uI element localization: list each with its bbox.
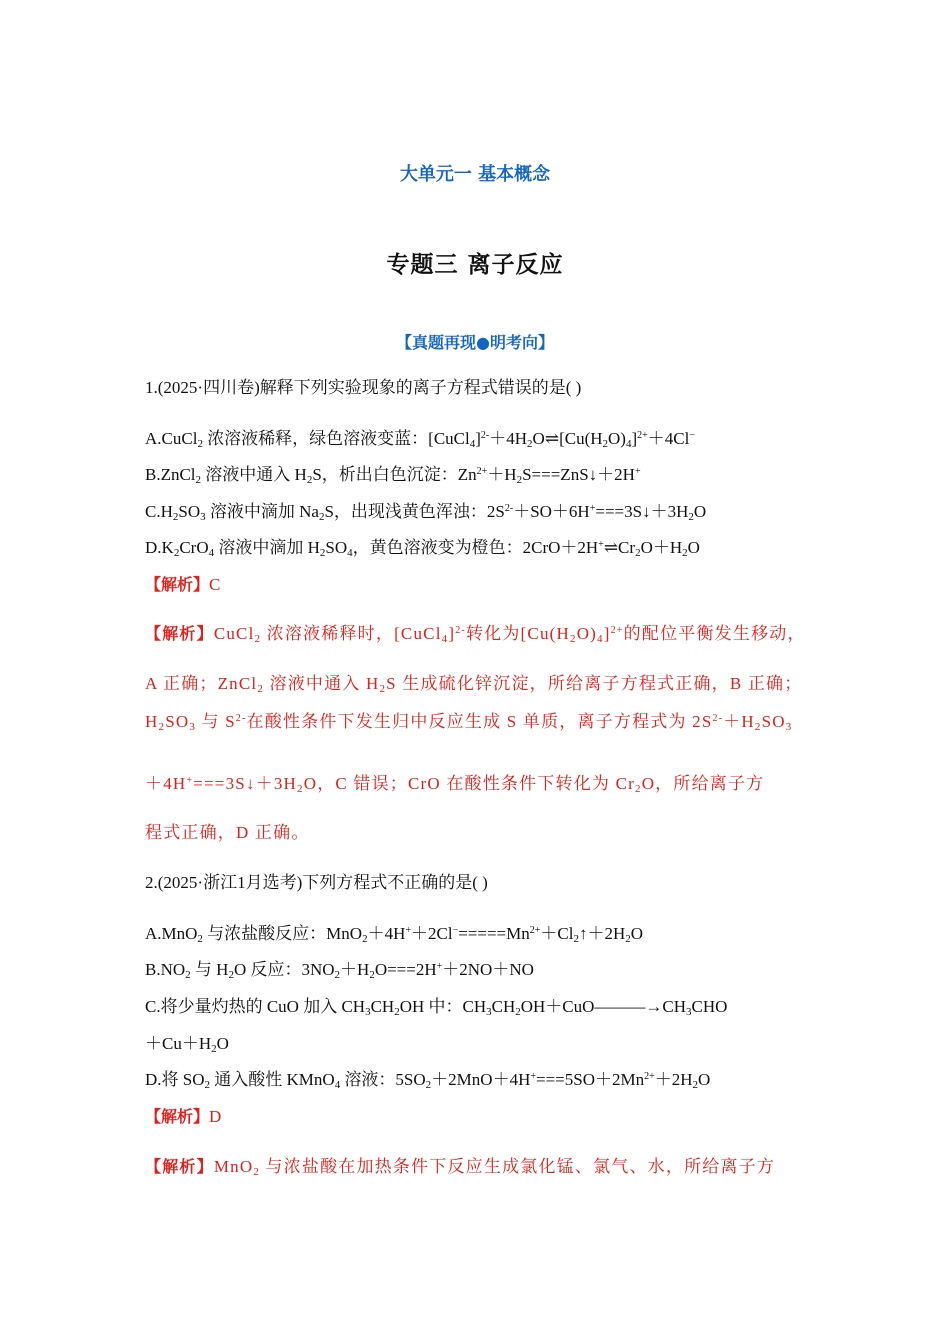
q1-option-b: B.ZnCl$_2$ 溶液中通入 $H_2S$，析出白色沉淀：$Zn^{2+}+H_2S===ZnS↓+2H^+$: [145, 465, 641, 486]
unit-title: 大单元一 基本概念: [399, 164, 551, 185]
topic-title: 专题三 离子反应: [386, 252, 564, 278]
q2-answer-line: [145, 1105, 825, 1129]
q1-stem: 1.(2025·四川卷)解释下列实验现象的离子方程式错误的是( ): [145, 378, 582, 397]
q2-stem: 2.(2025·浙江1月选考)下列方程式不正确的是( ): [145, 873, 488, 892]
q1-explanation-line2: A 正确；ZnCl$_2$ 溶液中通入 $H_2S$ 生成硫化锌沉淀，所给离子方程式正确，B 正确；: [145, 674, 803, 695]
analysis-tag: 【解析】: [145, 1107, 210, 1126]
q1-explanation-line3: $H_2SO_3$ 与 $S^{2-}$在酸性条件下发生归中反应生成 S 单质，离子方程式为 $2S^{2-}+H_2SO_3$: [145, 712, 793, 733]
q2-explanation-line1: 【解析】MnO$_2$ 与浓盐酸在加热条件下反应生成氯化锰、氯气、水，所给离子方: [145, 1157, 776, 1178]
q1-answer: C: [209, 575, 221, 594]
q2-answer: D: [209, 1107, 222, 1126]
section-title: 【真题再现●明考向】: [396, 333, 554, 352]
q1-option-d: $D.K_2CrO_4$ 溶液中滴加 $H_2SO_4$，黄色溶液变为橙色：$2CrO+2H^+\rightleftharpoons Cr_2O+H_2O$: [145, 538, 700, 559]
q2-option-b: $B.NO_2$ 与 $H_2O$ 反应：$3NO_2+H_2O===2H^++2NO+NO$: [145, 960, 534, 981]
q2-option-c-line1: C.将少量灼热的 CuO 加入 $CH_3CH_2OH$ 中：$CH_3CH_2OH+CuO———\to CH_3CHO$: [145, 997, 728, 1018]
q1-explanation-line5: 程式正确，D 正确。: [145, 823, 310, 842]
q2-option-d: D.将 $SO_2$ 通入酸性 KMnO$_4$ 溶液：$5SO_2+2MnO+4H^+===5SO+2Mn^{2+}+2H_2O$: [145, 1070, 711, 1091]
analysis-tag: 【解析】: [145, 1157, 214, 1176]
analysis-tag: 【解析】: [145, 575, 210, 594]
q1-option-a: A.CuCl$_2$ 浓溶液稀释，绿色溶液变蓝：$[CuCl_4]^{2-}+4H_2O\rightleftharpoons[Cu(H_2O)_4]^{2+}+4Cl^-$: [145, 429, 695, 450]
q2-option-c-line2: $+Cu+H_2O$: [145, 1034, 229, 1055]
q1-explanation-line4: $+4H^+===3S↓+3H_2O$，C 错误；CrO 在酸性条件下转化为 $Cr_2O$，所给离子方: [145, 774, 765, 795]
q1-answer-line: [145, 573, 825, 597]
q1-explanation-line1: 【解析】CuCl$_2$ 浓溶液稀释时，[CuCl$_4$]$^{2-}$转化为$[Cu(H_2O)_4]^{2+}$的配位平衡发生移动，: [145, 624, 806, 645]
q1-option-c: $C.H_2SO_3$ 溶液中滴加 $Na_2S$，出现浅黄色浑浊：$2S^{2-}+SO+6H^+===3S↓+3H_2O$: [145, 502, 707, 523]
analysis-tag: 【解析】: [145, 624, 214, 643]
q2-option-a: A.MnO$_2$ 与浓盐酸反应：$MnO_2+4H^++2Cl^-=====Mn^{2+}+Cl_2↑+2H_2O$: [145, 924, 644, 945]
